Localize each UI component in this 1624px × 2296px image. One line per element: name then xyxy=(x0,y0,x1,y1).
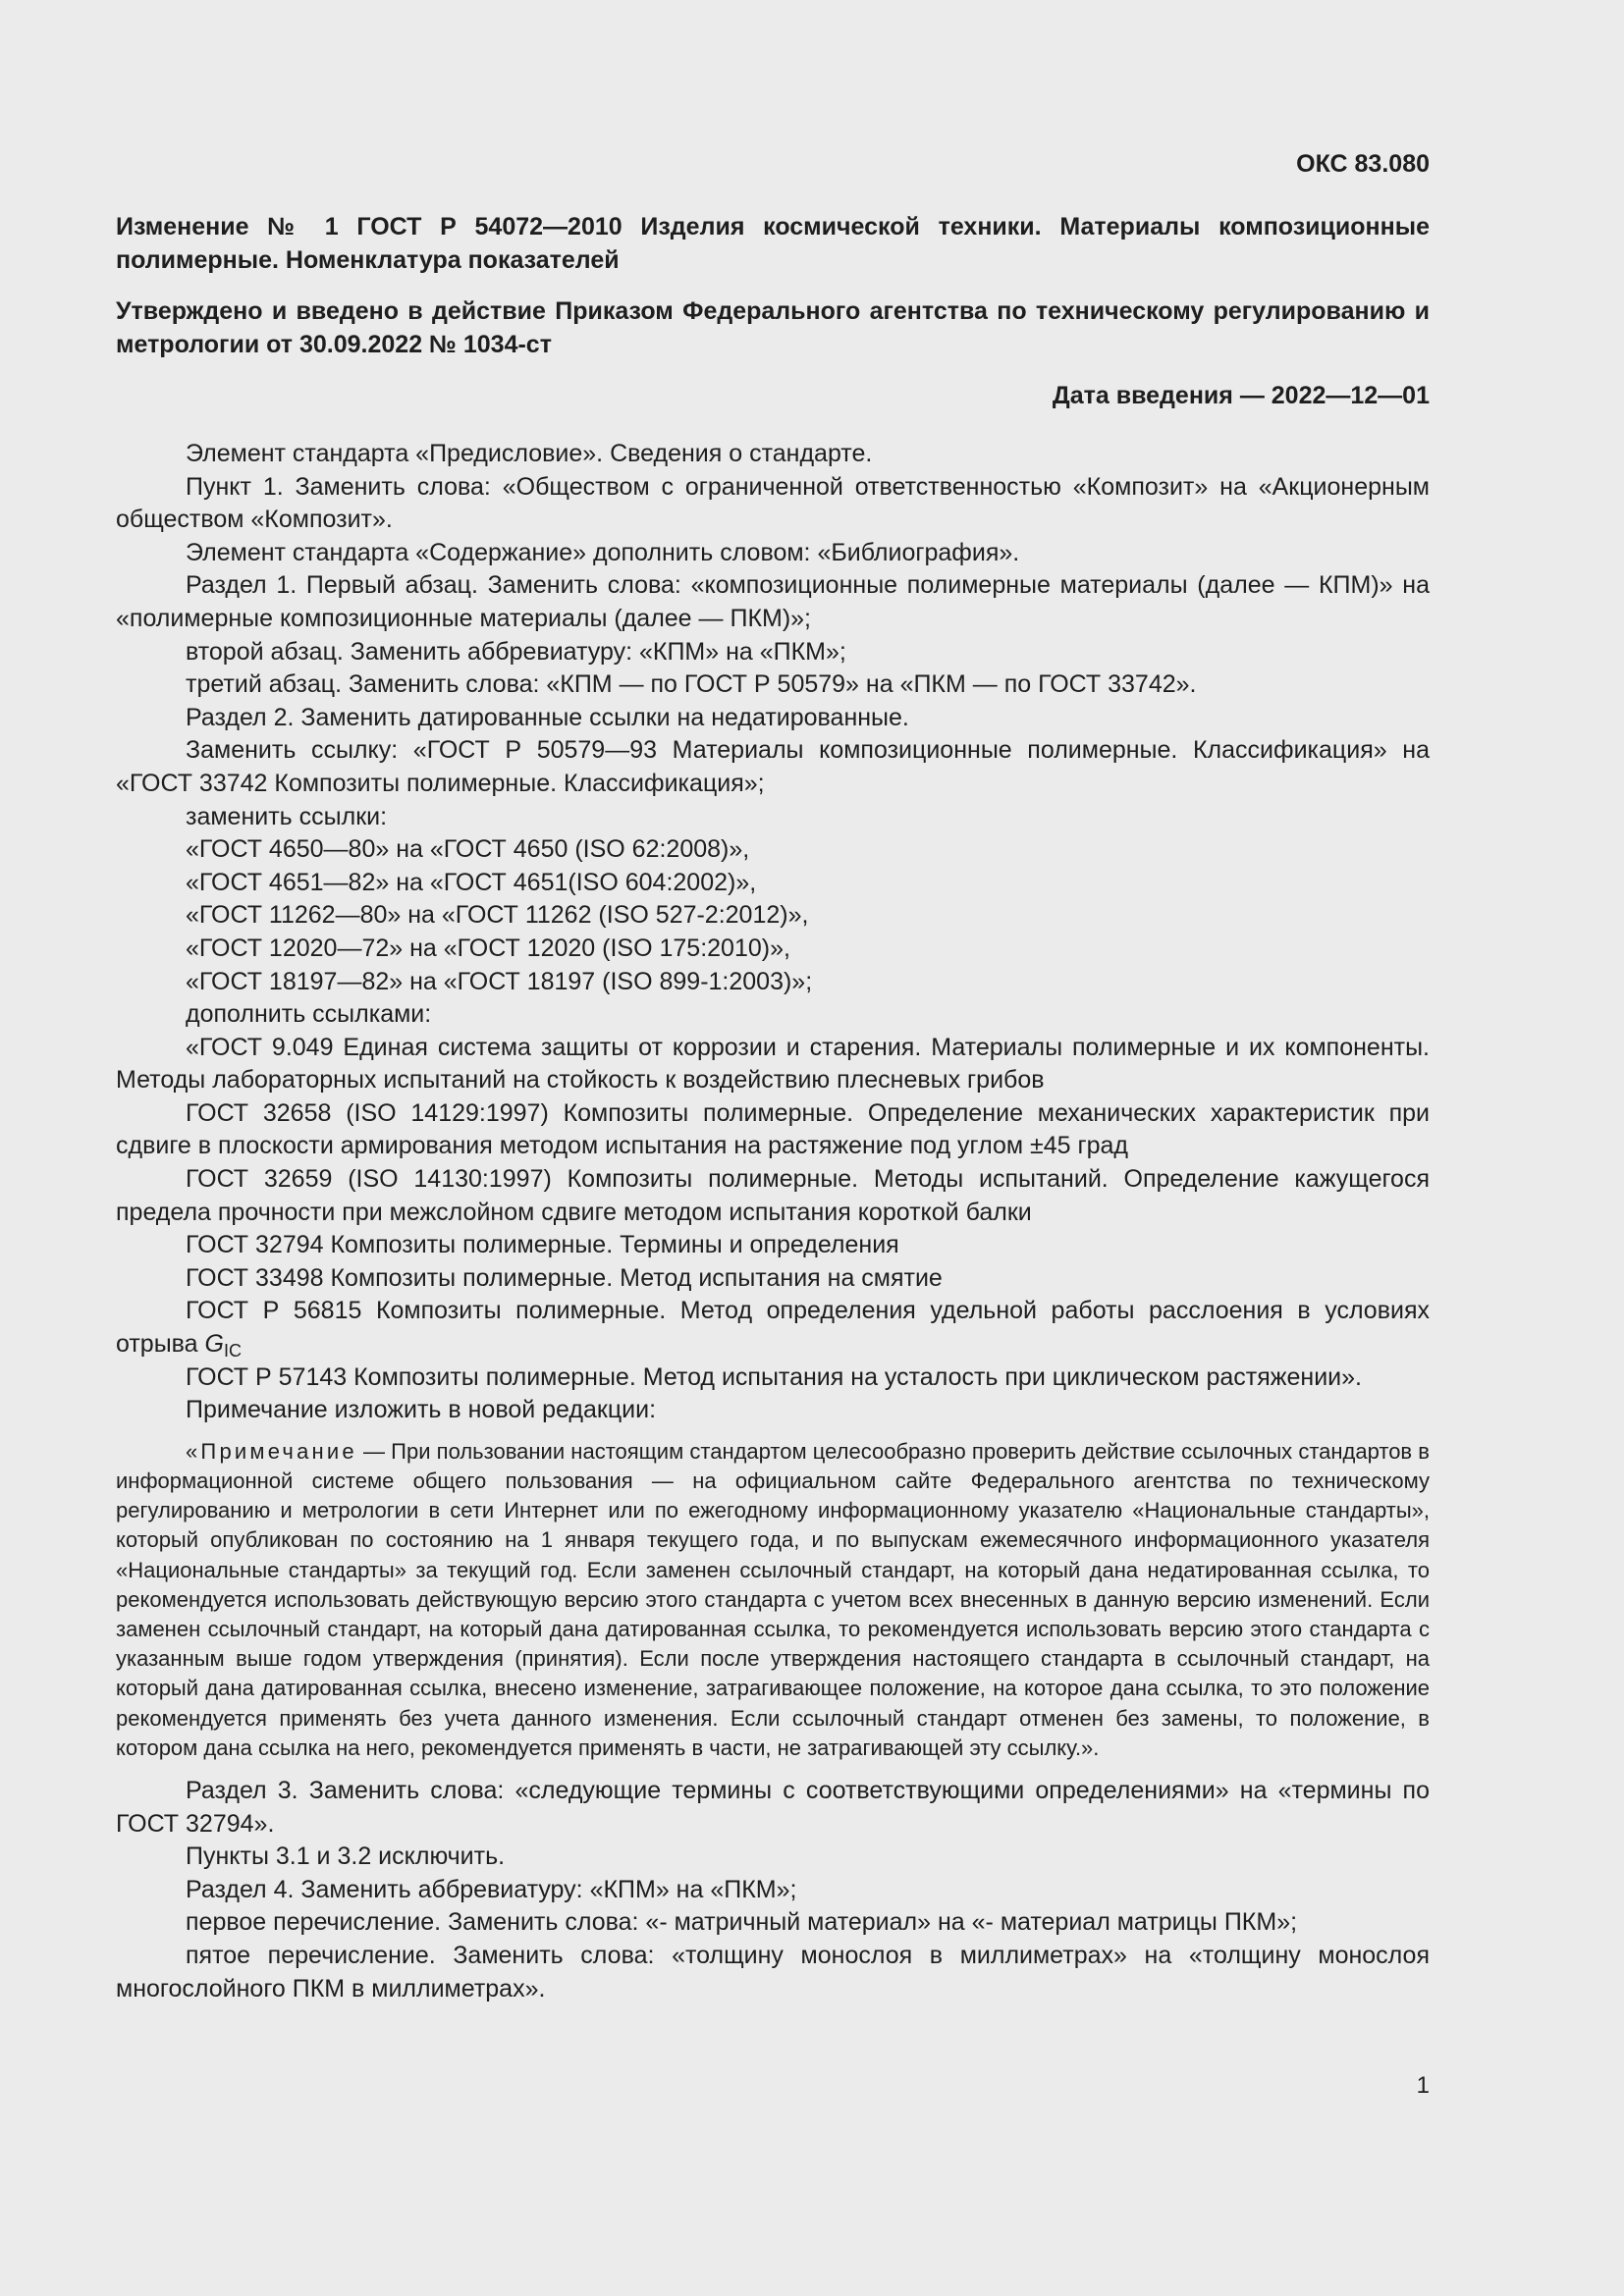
paragraph: пятое перечисление. Заменить слова: «толщину монослоя в миллиметрах» на «толщину монослоя многослойного ПКМ в миллиметрах». xyxy=(116,1942,1430,2002)
oks-code: ОКС 83.080 xyxy=(1296,150,1430,178)
paragraph: Раздел 2. Заменить датированные ссылки на недатированные. xyxy=(186,703,909,731)
reference-entry: ГОСТ 32658 (ISO 14129:1997) Композиты полимерные. Определение механических характеристик при сдвиге в плоскости армирования методом испытания на растяжение под углом ±45 град xyxy=(116,1098,1430,1160)
paragraph: Заменить ссылку: «ГОСТ Р 50579—93 Материалы композиционные полимерные. Классификация» на «ГОСТ 33742 Композиты полимерные. Классификация»; xyxy=(116,736,1430,797)
paragraph: Примечание изложить в новой редакции: xyxy=(186,1396,657,1424)
reference-replacement: «ГОСТ 18197—82» на «ГОСТ 18197 (ISO 899-1:2003)»; xyxy=(186,967,813,995)
formula-subscript: IC xyxy=(223,1341,242,1362)
paragraph: Раздел 1. Первый абзац. Заменить слова: «композиционные полимерные материалы (далее — КПМ)» на «полимерные композиционные материалы (далее — ПКМ)»; xyxy=(116,571,1430,632)
note-paragraph xyxy=(116,1437,1430,1763)
reference-entry: ГОСТ Р 57143 Композиты полимерные. Метод испытания на усталость при циклическом растяжении». xyxy=(186,1362,1362,1391)
reference-replacement: «ГОСТ 4650—80» на «ГОСТ 4650 (ISO 62:2008)», xyxy=(186,835,750,864)
paragraph: Пункты 3.1 и 3.2 исключить. xyxy=(186,1842,506,1871)
formula-variable: G xyxy=(204,1330,224,1359)
reference-replacement: «ГОСТ 4651—82» на «ГОСТ 4651(ISO 604:2002)», xyxy=(186,868,757,896)
paragraph: первое перечисление. Заменить слова: «- матричный материал» на «- материал матрицы ПКМ»; xyxy=(186,1908,1298,1937)
amendment-body xyxy=(116,438,1430,1427)
paragraph: третий абзац. Заменить слова: «КПМ — по ГОСТ Р 50579» на «ПКМ — по ГОСТ 33742». xyxy=(186,670,1197,699)
page-number: 1 xyxy=(1416,2072,1430,2099)
reference-replacement: «ГОСТ 11262—80» на «ГОСТ 11262 (ISO 527-2:2012)», xyxy=(186,901,809,930)
paragraph: Раздел 3. Заменить слова: «следующие термины с соответствующими определениями» на «термины по ГОСТ 32794». xyxy=(116,1777,1430,1838)
effective-date: Дата введения — 2022—12—01 xyxy=(1052,382,1430,409)
reference-replacement: «ГОСТ 12020—72» на «ГОСТ 12020 (ISO 175:2010)», xyxy=(186,934,790,962)
paragraph: заменить ссылки: xyxy=(186,802,388,830)
paragraph: второй абзац. Заменить аббревиатуру: «КПМ» на «ПКМ»; xyxy=(186,637,846,666)
reference-entry: ГОСТ 33498 Композиты полимерные. Метод испытания на смятие xyxy=(186,1263,943,1292)
reference-text: ГОСТ Р 56815 Композиты полимерные. Метод определения удельной работы расслоения в условиях отрыва xyxy=(116,1297,1430,1359)
note-block xyxy=(116,1437,1430,1763)
reference-entry xyxy=(116,1295,1430,1361)
approval-statement: Утверждено и введено в действие Приказом Федерального агентства по техническому регулированию и метрологии от 30.09.2022 № 1034-ст xyxy=(116,297,1430,358)
paragraph: Элемент стандарта «Содержание» дополнить словом: «Библиография». xyxy=(186,538,1020,566)
paragraph: Раздел 4. Заменить аббревиатуру: «КПМ» на «ПКМ»; xyxy=(186,1875,797,1903)
amendment-title: Изменение № 1 ГОСТ Р 54072—2010 Изделия космической техники. Материалы композиционные полимерные. Номенклатура показателей xyxy=(116,213,1430,274)
reference-entry: «ГОСТ 9.049 Единая система защиты от коррозии и старения. Материалы полимерные и их компоненты. Методы лабораторных испытаний на стойкость к воздействию плесневых грибов xyxy=(116,1033,1430,1095)
reference-entry: ГОСТ 32659 (ISO 14130:1997) Композиты полимерные. Методы испытаний. Определение кажущегося предела прочности при межслойном сдвиге методом испытания короткой балки xyxy=(116,1165,1430,1226)
note-label: «Примечание xyxy=(186,1438,357,1464)
paragraph: Элемент стандарта «Предисловие». Сведения о стандарте. xyxy=(186,440,873,467)
paragraph: дополнить ссылками: xyxy=(186,1000,432,1029)
reference-entry: ГОСТ 32794 Композиты полимерные. Термины и определения xyxy=(186,1231,899,1259)
paragraph: Пункт 1. Заменить слова: «Обществом с ограниченной ответственностью «Композит» на «Акционерным обществом «Композит». xyxy=(116,472,1430,534)
note-text: — При пользовании настоящим стандартом целесообразно проверить действие ссылочных стандартов в информационной системе общего пользования — на официальном сайте Федерального агентства по техническому регулированию и метрологии в сети Интернет или по ежегодному информационному указателю «Национальные стандарты», который опубликован по состоянию на 1 января текущего года, и по выпускам ежемесячного информационного указателя «Национальные стандарты» за текущий год. Если заменен ссылочный стандарт, на который дана недатированная ссылка, то рекомендуется использовать действующую версию этого стандарта с учетом всех внесенных в данную версию изменений. Если заменен ссылочный стандарт, на который дана датированная ссылка, то рекомендуется использовать версию этого стандарта с указанным выше годом утверждения (принятия). Если после утверждения настоящего стандарта в ссылочный стандарт, на который дана датированная ссылка, внесено изменение, затрагивающее положение, на которое дана ссылка, то это положение рекомендуется применять без учета данного изменения. Если ссылочный стандарт отменен без замены, то положение, в котором дана ссылка на него, рекомендуется применять в части, не затрагивающей эту ссылку.». xyxy=(116,1438,1430,1760)
amendment-body-continued xyxy=(116,1775,1430,2005)
